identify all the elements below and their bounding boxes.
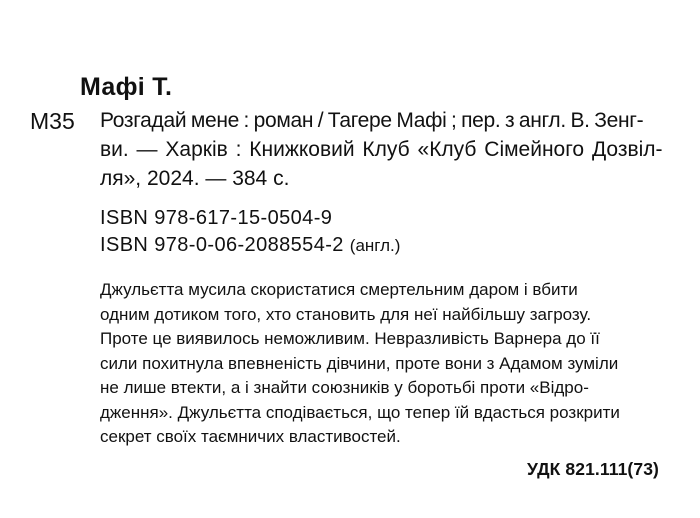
annotation-line: Джульєтта мусила скористатися смертельним даром і вбити (100, 280, 578, 299)
bibliographic-line: ля», 2024. — 384 с. (100, 167, 290, 190)
isbn-number: ISBN 978-0-06-2088554-2 (100, 234, 344, 256)
isbn-list (100, 205, 400, 259)
author-heading: Мафі Т. (80, 73, 173, 101)
classification-code: М35 (30, 108, 75, 134)
annotation-line: дження». Джульєтта сподівається, що тепер їй вдасться розкрити (100, 402, 620, 422)
annotation-line: одним дотиком того, хто становить для неї найбільшу загрозу. (100, 304, 592, 324)
isbn-entry (100, 232, 400, 259)
annotation-line: сили похитнула впевненість дівчини, проте вони з Адамом зуміли (100, 353, 619, 373)
annotation-line: Проте це виявилось неможливим. Невразливість Варнера до її (100, 329, 600, 348)
isbn-language-note: (англ.) (349, 236, 401, 255)
isbn-number: ISBN 978-617-15-0504-9 (100, 207, 333, 229)
bibliographic-line: Розгадай мене : роман / Тагере Мафі ; пер. з англ. В. Зенг- (100, 109, 644, 132)
isbn-entry (100, 205, 400, 232)
udk-code: УДК 821.111(73) (527, 459, 659, 479)
annotation-line: секрет своїх таємничих властивостей. (100, 427, 401, 446)
annotation-line: не лише втекти, а і знайти союзників у боротьбі проти «Відро- (100, 378, 589, 397)
book-annotation (100, 278, 675, 450)
bibliographic-line: ви. — Харків : Книжковий Клуб «Клуб Сімейного Дозвіл- (100, 138, 663, 161)
bibliographic-description (100, 106, 665, 193)
